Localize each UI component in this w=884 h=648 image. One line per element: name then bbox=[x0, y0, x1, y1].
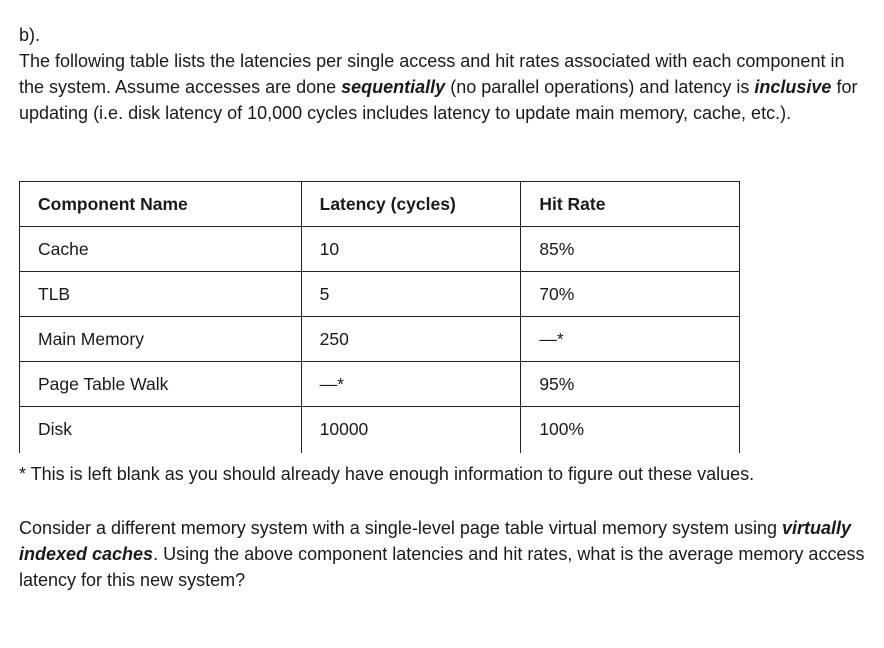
table-footnote: * This is left blank as you should already have enough information to figure out these values. bbox=[19, 464, 755, 484]
component-latency-table bbox=[19, 181, 740, 453]
intro-emphasis-inclusive: inclusive bbox=[754, 77, 832, 97]
cell-component: Disk bbox=[20, 407, 302, 453]
question-text-1: Consider a different memory system with a single-level page table virtual memory system using bbox=[19, 518, 782, 538]
cell-hit-rate: 100% bbox=[521, 407, 740, 453]
header-component-name: Component Name bbox=[20, 182, 302, 227]
intro-text-2: (no parallel operations) and latency is bbox=[445, 77, 755, 97]
section-label: b). bbox=[19, 25, 41, 45]
header-latency: Latency (cycles) bbox=[301, 182, 521, 227]
intro-text-1: The following table lists the latencies per single access and hit rates associated with each component in the system. Assume accesses are done bbox=[19, 51, 845, 97]
cell-component: Page Table Walk bbox=[20, 362, 302, 407]
cell-hit-rate: 70% bbox=[521, 272, 740, 317]
question-paragraph bbox=[19, 515, 869, 593]
cell-latency: 10000 bbox=[301, 407, 521, 453]
table-row bbox=[20, 317, 740, 362]
cell-latency: 5 bbox=[301, 272, 521, 317]
table-header-row bbox=[20, 182, 740, 227]
cell-component: Main Memory bbox=[20, 317, 302, 362]
cell-latency: 10 bbox=[301, 227, 521, 272]
table-row bbox=[20, 227, 740, 272]
question-text-2: . Using the above component latencies and hit rates, what is the average memory access latency for this new system? bbox=[19, 544, 865, 590]
cell-component: Cache bbox=[20, 227, 302, 272]
table-row bbox=[20, 362, 740, 407]
table-row bbox=[20, 407, 740, 453]
cell-component: TLB bbox=[20, 272, 302, 317]
header-hit-rate: Hit Rate bbox=[521, 182, 740, 227]
intro-text-3: for updating (i.e. disk latency of 10,000 cycles includes latency to update main memory, cache, etc.). bbox=[19, 77, 858, 123]
intro-paragraph bbox=[19, 48, 869, 126]
cell-latency: 250 bbox=[301, 317, 521, 362]
question-emphasis-virtually-indexed-caches: virtually indexed caches bbox=[19, 518, 852, 564]
table-row bbox=[20, 272, 740, 317]
cell-latency: —* bbox=[301, 362, 521, 407]
cell-hit-rate: 85% bbox=[521, 227, 740, 272]
intro-emphasis-sequentially: sequentially bbox=[341, 77, 446, 97]
cell-hit-rate: 95% bbox=[521, 362, 740, 407]
cell-hit-rate: —* bbox=[521, 317, 740, 362]
